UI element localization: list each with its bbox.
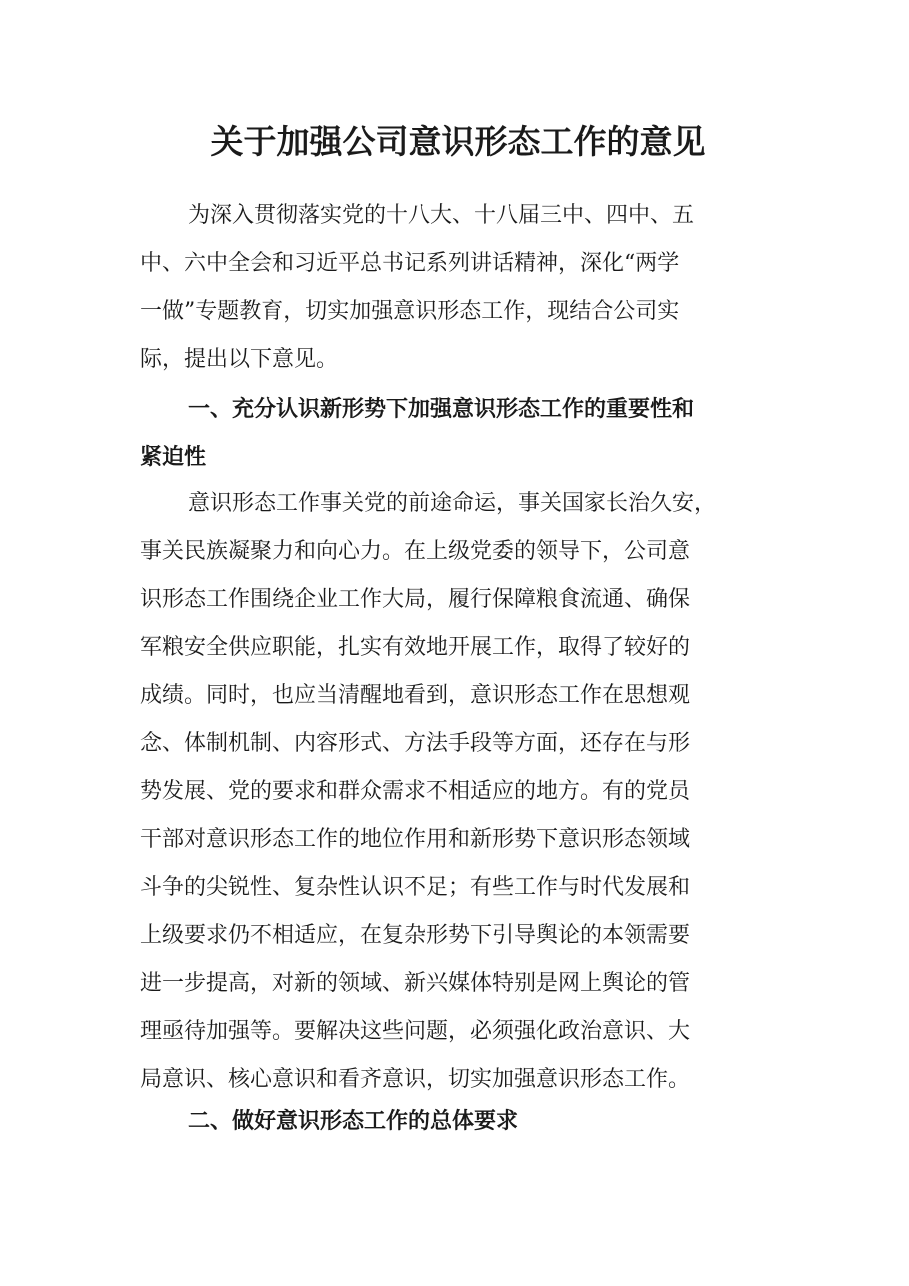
heading-line: 紧迫性 <box>140 445 207 470</box>
paragraph-line: 事关民族凝聚力和向心力。在上级党委的领导下，公司意 <box>140 539 691 564</box>
heading-line: 二、做好意识形态工作的总体要求 <box>188 1109 519 1134</box>
paragraph-line: 念、体制机制、内容形式、方法手段等方面，还存在与形 <box>140 731 691 756</box>
paragraph-line: 一做”专题教育，切实加强意识形态工作，现结合公司实 <box>140 299 680 324</box>
paragraph-line: 军粮安全供应职能，扎实有效地开展工作，取得了较好的 <box>140 635 691 660</box>
section-1-paragraph <box>140 480 776 1104</box>
heading-line: 一、充分认识新形势下加强意识形态工作的重要性和 <box>188 397 695 422</box>
paragraph-line: 势发展、党的要求和群众需求不相适应的地方。有的党员 <box>140 779 691 804</box>
paragraph-line: 干部对意识形态工作的地位作用和新形势下意识形态领域 <box>140 827 691 852</box>
paragraph-line: 意识形态工作事关党的前途命运，事关国家长治久安， <box>188 491 717 516</box>
paragraph-line: 中、六中全会和习近平总书记系列讲话精神，深化“两学 <box>140 251 680 276</box>
intro-paragraph <box>140 192 776 384</box>
paragraph-line: 识形态工作围绕企业工作大局，履行保障粮食流通、确保 <box>140 587 691 612</box>
paragraph-line: 际，提出以下意见。 <box>140 347 339 372</box>
paragraph-line: 为深入贯彻落实党的十八大、十八届三中、四中、五 <box>188 203 695 228</box>
paragraph-line: 进一步提高，对新的领域、新兴媒体特别是网上舆论的管 <box>140 971 691 996</box>
paragraph-line: 斗争的尖锐性、复杂性认识不足；有些工作与时代发展和 <box>140 875 691 900</box>
paragraph-line: 上级要求仍不相适应，在复杂形势下引导舆论的本领需要 <box>140 923 691 948</box>
document-title: 关于加强公司意识形态工作的意见 <box>210 122 706 161</box>
section-2-heading <box>140 1098 776 1146</box>
paragraph-line: 局意识、核心意识和看齐意识，切实加强意识形态工作。 <box>140 1067 691 1092</box>
paragraph-line: 理亟待加强等。要解决这些问题，必须强化政治意识、大 <box>140 1019 691 1044</box>
paragraph-line: 成绩。同时，也应当清醒地看到，意识形态工作在思想观 <box>140 683 691 708</box>
section-1-heading <box>140 386 776 482</box>
